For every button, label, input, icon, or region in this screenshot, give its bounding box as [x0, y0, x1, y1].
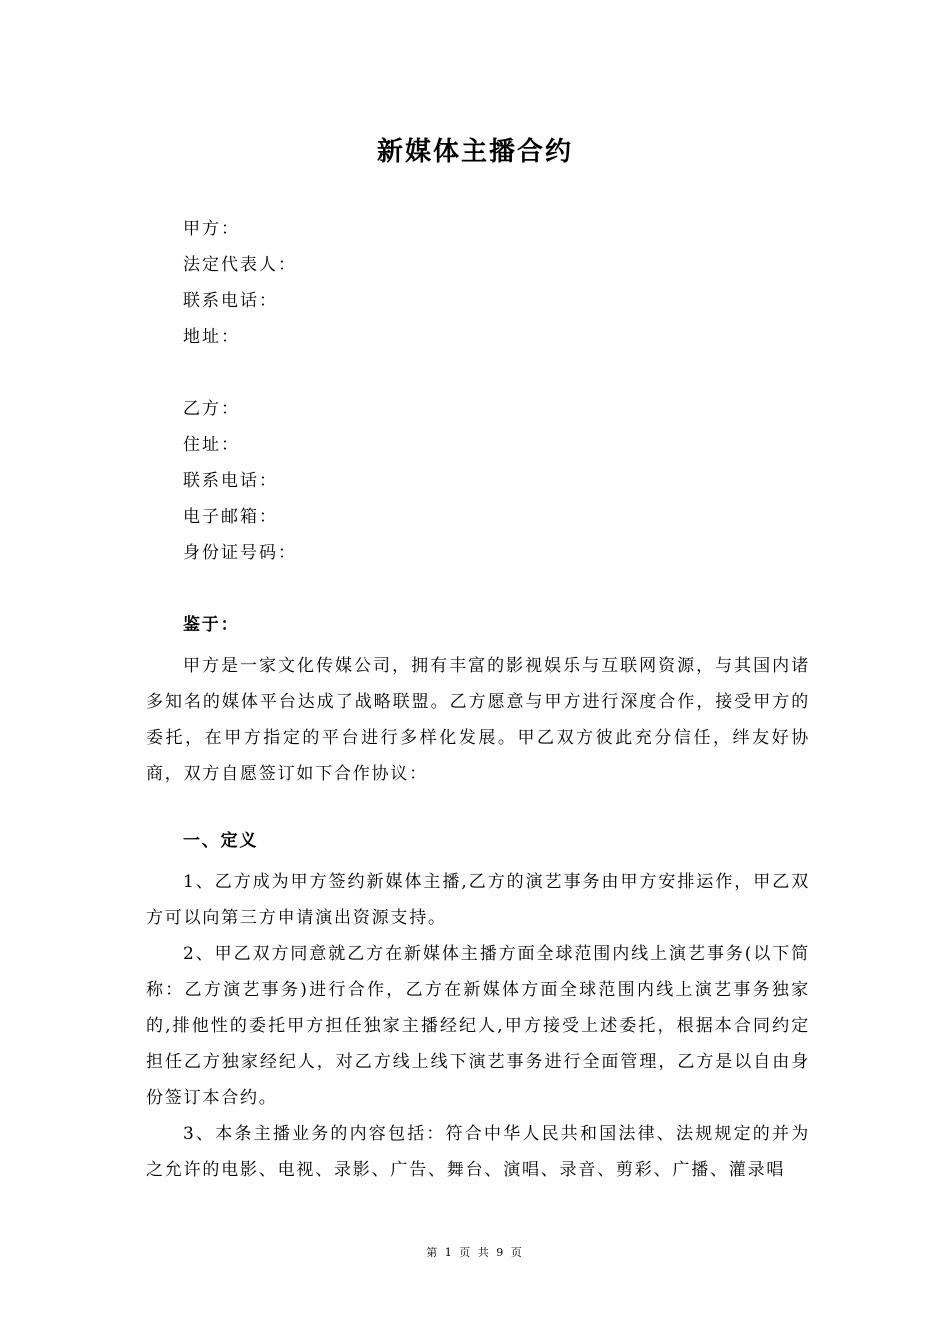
party-b-email-label: 电子邮箱：: [183, 507, 278, 527]
spacer: [183, 360, 783, 396]
contract-body: [146, 612, 810, 1188]
party-a-rep-label: 法定代表人：: [183, 255, 297, 275]
party-b-phone-label: 联系电话：: [183, 471, 278, 491]
party-info-block: [183, 216, 783, 576]
party-b-address-label: 住址：: [183, 435, 240, 455]
clause-3: 3、本条主播业务的内容包括：符合中华人民共和国法律、法规规定的并为之允许的电影、电视、录影、广告、舞台、演唱、录音、剪彩、广播、灌录唱: [146, 1124, 810, 1180]
document-title: 新媒体主播合约: [376, 137, 573, 167]
section-1-heading: 一、定义: [183, 831, 259, 851]
party-a-address-label: 地址：: [183, 327, 240, 347]
whereas-heading: 鉴于：: [183, 615, 240, 635]
page-footer: 第 1 页 共 9 页: [426, 1246, 524, 1259]
party-b-id-label: 身份证号码：: [183, 543, 297, 563]
whereas-paragraph: 甲方是一家文化传媒公司，拥有丰富的影视娱乐与互联网资源，与其国内诸多知名的媒体平台达成了战略联盟。乙方愿意与甲方进行深度合作，接受甲方的委托，在甲方指定的平台进行多样化发展。甲乙双方彼此充分信任，绊友好协商，双方自愿签订如下合作协议：: [146, 656, 810, 784]
clause-1: 1、乙方成为甲方签约新媒体主播,乙方的演艺事务由甲方安排运作，甲乙双方可以向第三方申请演出资源支持。: [146, 872, 810, 928]
party-a-name-label: 甲方：: [183, 219, 240, 239]
party-a-phone-label: 联系电话：: [183, 291, 278, 311]
clause-2: 2、甲乙双方同意就乙方在新媒体主播方面全球范围内线上演艺事务(以下简称：乙方演艺事务)进行合作，乙方在新媒体方面全球范围内线上演艺事务独家的,排他性的委托甲方担任独家主播经纪人,甲方接受上述委托，根据本合同约定担任乙方独家经纪人，对乙方线上线下演艺事务进行全面管理，乙方是以自由身份签订本合约。: [146, 944, 810, 1108]
spacer: [146, 792, 810, 828]
party-b-name-label: 乙方：: [183, 399, 240, 419]
